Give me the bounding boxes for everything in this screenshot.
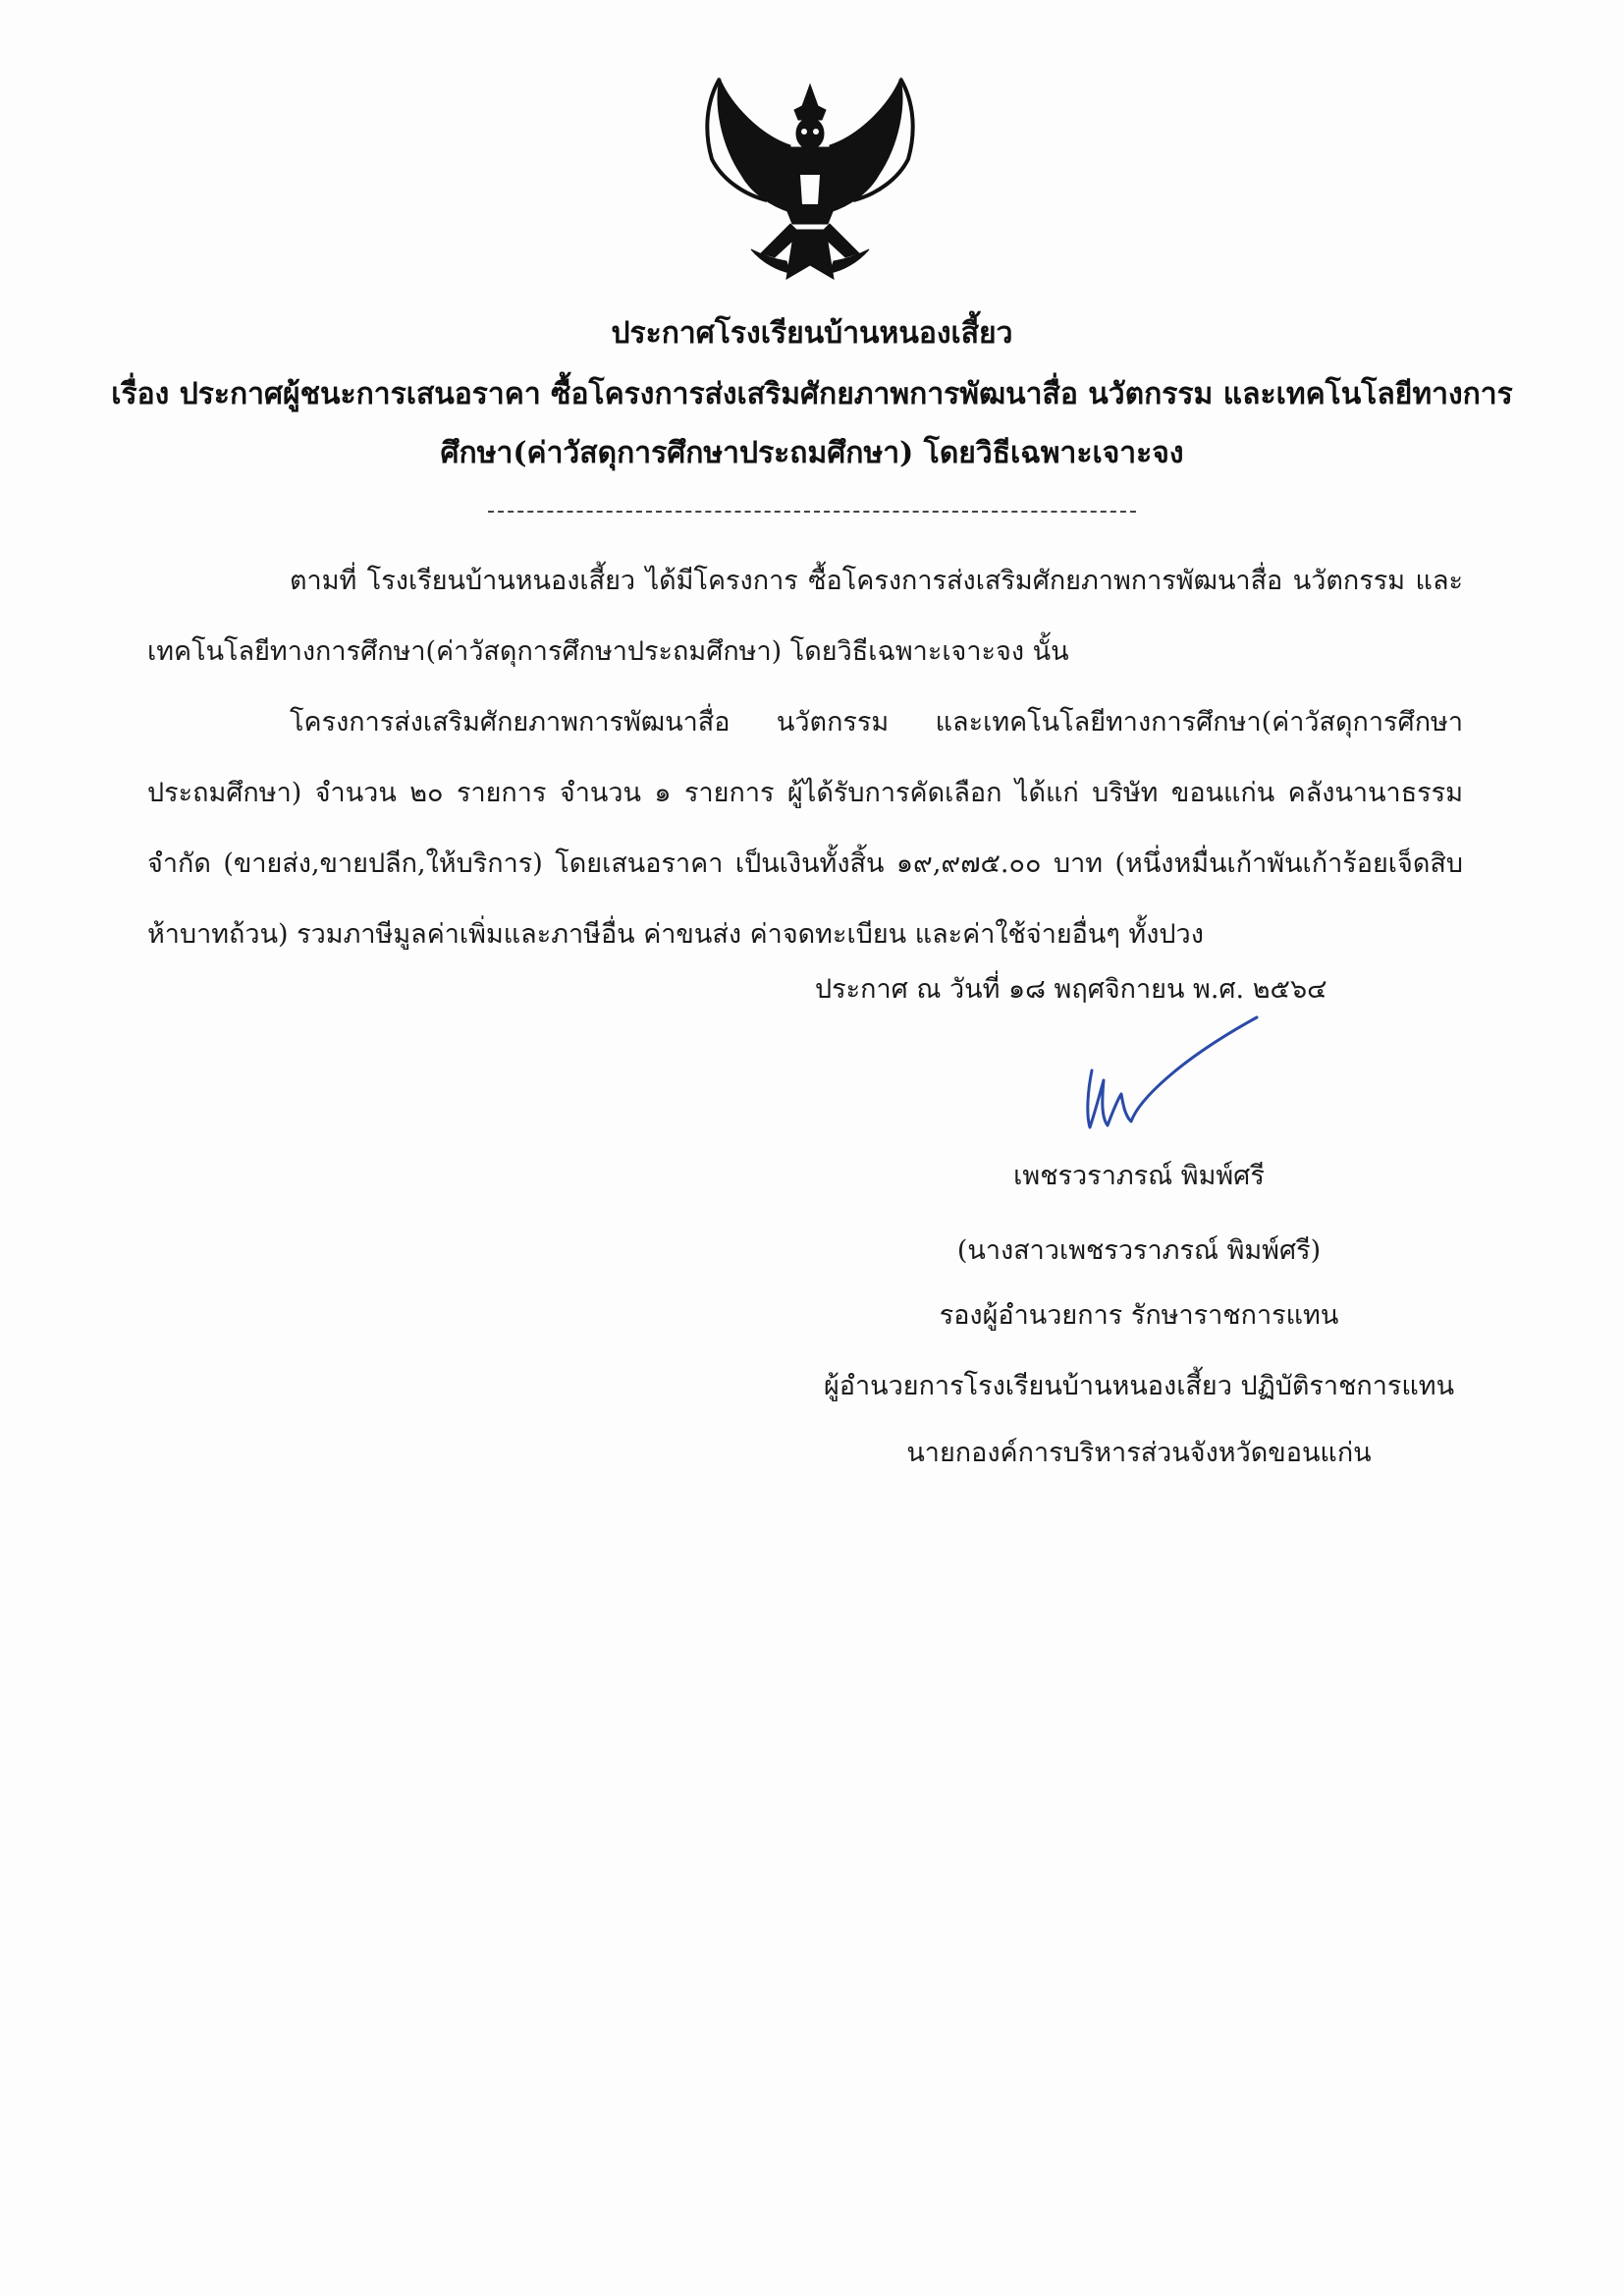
announcement-date: ประกาศ ณ วันที่ ๑๘ พฤศจิกายน พ.ศ. ๒๕๖๔ — [815, 974, 1327, 1005]
signer-name: เพชรวราภรณ์ พิมพ์ศรี — [1013, 1161, 1265, 1191]
handwritten-signature-icon — [1070, 1011, 1267, 1139]
signer-position-3: นายกองค์การบริหารส่วนจังหวัดขอนแก่น — [906, 1438, 1372, 1468]
subject-line-2: ศึกษา(ค่าวัสดุการศึกษาประถมศึกษา) โดยวิธีเฉพาะเจาะจง — [440, 436, 1184, 470]
signer-position-1: รองผู้อำนวยการ รักษาราชการแทน — [939, 1300, 1339, 1331]
divider-line — [488, 511, 1136, 513]
garuda-emblem-icon — [692, 77, 928, 293]
signer-position-2: ผู้อำนวยการโรงเรียนบ้านหนองเสี้ยว ปฏิบัติราชการแทน — [823, 1371, 1455, 1401]
body-paragraph-2: โครงการส่งเสริมศักยภาพการพัฒนาสื่อ นวัตกรรม และเทคโนโลยีทางการศึกษา(ค่าวัสดุการศึกษาประถมศึกษา) จำนวน ๒๐ รายการ จำนวน ๑ รายการ ผู้ได้รับการคัดเลือก ได้แก่ บริษัท ขอนแก่น คลังนานาธรรม จำกัด (ขายส่ง,ขายปลีก,ให้บริการ) โดยเสนอราคา เป็นเงินทั้งสิ้น ๑๙,๙๗๕.๐๐ บาท (หนึ่งหมื่นเก้าพันเก้าร้อยเจ็ดสิบห้าบาทถ้วน) รวมภาษีมูลค่าเพิ่มและภาษีอื่น ค่าขนส่ง ค่าจดทะเบียน และค่าใช้จ่ายอื่นๆ ทั้งปวง — [147, 707, 1463, 950]
announcer-title: ประกาศโรงเรียนบ้านหนองเสี้ยว — [611, 316, 1013, 351]
subject-line-1: เรื่อง ประกาศผู้ชนะการเสนอราคา ซื้อโครงการส่งเสริมศักยภาพการพัฒนาสื่อ นวัตกรรม และเทคโนโลยีทางการ — [111, 377, 1513, 411]
signer-full-name: (นางสาวเพชรวราภรณ์ พิมพ์ศรี) — [956, 1235, 1322, 1266]
body-paragraph-1: ตามที่ โรงเรียนบ้านหนองเสี้ยว ได้มีโครงการ ซื้อโครงการส่งเสริมศักยภาพการพัฒนาสื่อ นวัตกรรม และเทคโนโลยีทางการศึกษา(ค่าวัสดุการศึกษาประถมศึกษา) โดยวิธีเฉพาะเจาะจง นั้น — [147, 566, 1463, 667]
